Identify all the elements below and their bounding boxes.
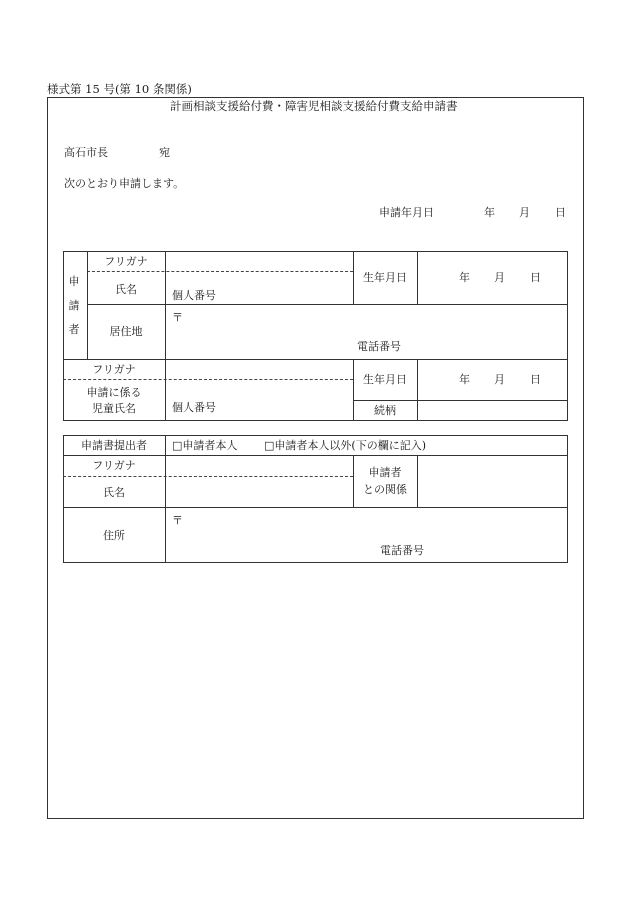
applicant-side-char-3: 者 (68, 323, 80, 336)
form-number: 様式第 15 号(第 10 条関係) (47, 82, 192, 96)
child-name-label-line1: 申請に係る (86, 386, 142, 399)
submitter-furigana-label: フリガナ (92, 459, 136, 472)
applicant-phone-label: 電話番号 (357, 340, 401, 353)
applicant-furigana-label: フリガナ (104, 255, 148, 268)
submitter-phone-label: 電話番号 (380, 544, 424, 557)
child-birth-month: 月 (494, 373, 505, 386)
checkbox-self[interactable]: □ (172, 439, 183, 452)
applicant-birth-label: 生年月日 (363, 271, 407, 284)
form-title: 計画相談支援給付費・障害児相談支援給付費支給申請書 (170, 99, 458, 113)
child-name-label-line2: 児童氏名 (92, 402, 136, 415)
child-birth-day: 日 (530, 373, 541, 386)
applicant-personal-number-label: 個人番号 (172, 289, 216, 302)
applicant-birth-day: 日 (530, 271, 541, 284)
application-date-month: 月 (519, 206, 530, 219)
child-personal-number-label: 個人番号 (172, 401, 216, 414)
intro-text: 次のとおり申請します。 (64, 177, 185, 190)
applicant-birth-year: 年 (459, 271, 470, 284)
addressee-city: 高石市長 (64, 146, 108, 159)
submitter-relation-label-line1: 申請者 (368, 466, 402, 479)
applicant-birth-month: 月 (494, 271, 505, 284)
submitter-label: 申請書提出者 (81, 439, 147, 452)
application-date-label: 申請年月日 (379, 206, 434, 219)
submitter-name-label: 氏名 (103, 486, 125, 499)
child-birth-year: 年 (459, 373, 470, 386)
child-birth-label: 生年月日 (363, 373, 407, 386)
application-date-year: 年 (484, 206, 495, 219)
application-date-day: 日 (555, 206, 566, 219)
submitter-address-label: 住所 (103, 529, 125, 542)
submitter-relation-label-line2: との関係 (363, 483, 407, 496)
applicant-side-label (67, 270, 81, 342)
submitter-option-other[interactable] (264, 440, 426, 451)
submitter-option-self[interactable] (172, 440, 237, 451)
addressee-honorific: 宛 (159, 146, 170, 159)
applicant-side-char-1: 申 (68, 275, 80, 288)
child-relation-label: 続柄 (374, 404, 396, 417)
checkbox-other[interactable]: □ (264, 439, 275, 452)
submitter-postal-mark: 〒 (172, 514, 183, 527)
applicant-name-label: 氏名 (115, 283, 137, 296)
option-other-label: 申請者本人以外(下の欄に記入) (274, 439, 426, 452)
option-self-label: 申請者本人 (182, 439, 238, 452)
applicant-side-char-2: 請 (68, 299, 80, 312)
applicant-residence-label: 居住地 (109, 325, 143, 338)
applicant-postal-mark: 〒 (172, 311, 183, 324)
child-furigana-label: フリガナ (92, 363, 136, 376)
